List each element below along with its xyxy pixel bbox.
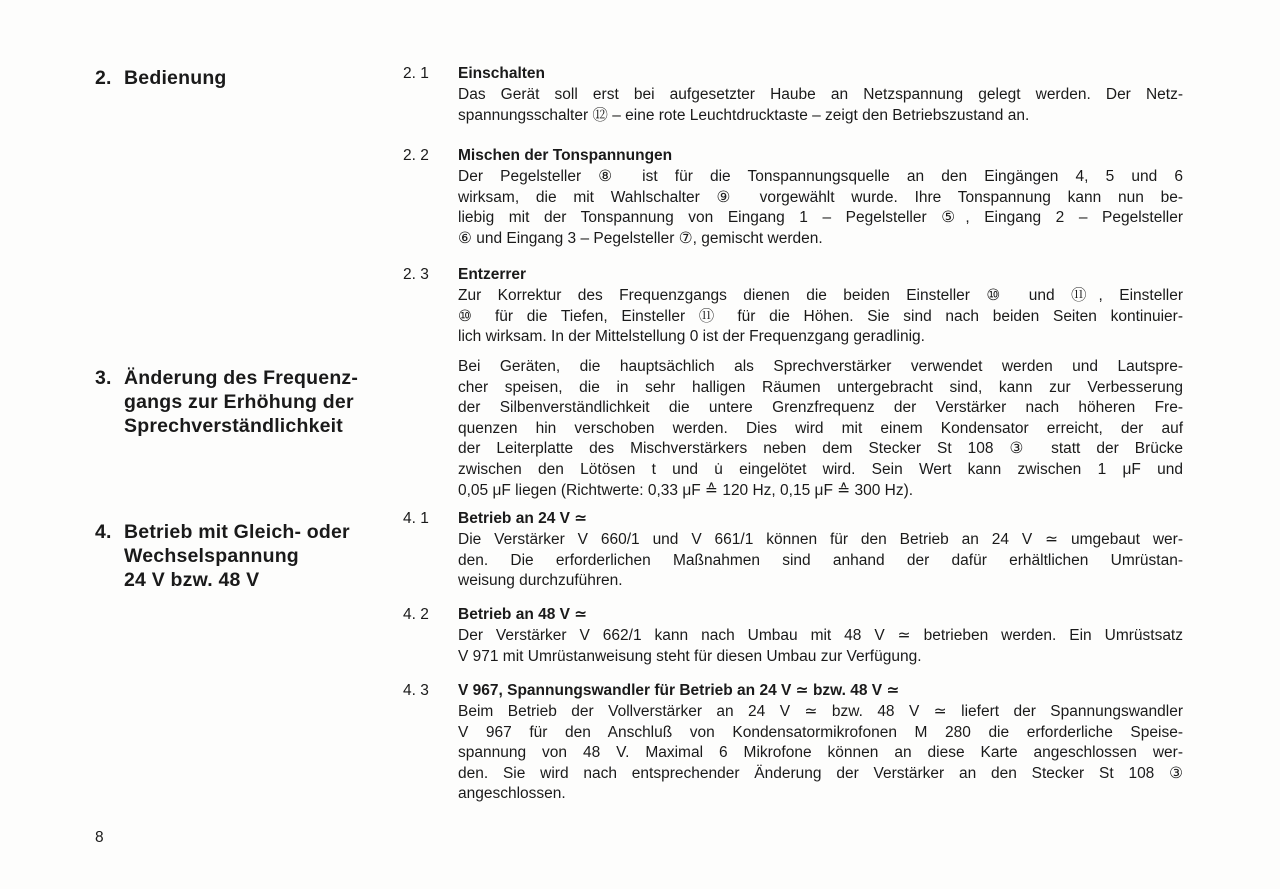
text-line: V 967 für den Anschluß von Kondensatormikrofonen M 280 die erforderliche Speise- [458,723,1183,741]
text-line: Änderung des Frequenz- [124,367,359,389]
text-line: 24 V bzw. 48 V [124,569,260,591]
section-number: 4. 1 [403,510,429,527]
section-body [458,626,1183,667]
text-line: quenzen hin verschoben werden. Dies wird mit einem Kondensator erreicht, der auf [458,419,1183,437]
section-2-2 [403,145,1183,249]
text-line: gangs zur Erhöhung der [124,391,354,413]
section-body [458,357,1183,501]
section-heading: Entzerrer [458,266,527,283]
chapter-number: 4. [95,521,112,543]
chapter-heading-betrieb [95,520,350,592]
section-number [403,357,458,501]
chapter-number: 2. [95,67,112,89]
text-line: spannung von 48 V. Maximal 6 Mikrofone können an diese Karte angeschlossen wer- [458,744,1183,762]
text-line: ⑥ und Eingang 3 – Pegelsteller ⑦, gemischt werden. [458,229,823,247]
section-number: 4. 2 [403,606,429,623]
section-2-1 [403,63,1183,126]
section-content [458,604,1183,667]
text-line: spannungsschalter ⑫ – eine rote Leuchtdrucktaste – zeigt den Betriebszustand an. [458,106,1030,124]
text-line: Beim Betrieb der Vollverstärker an 24 V ≃ bzw. 48 V ≃ liefert der Spannungswandler [458,703,1183,720]
text-line: Das Gerät soll erst bei aufgesetzter Haube an Netzspannung gelegt werden. Der Netz- [458,86,1183,103]
section-content [458,63,1183,126]
section-body [458,85,1183,126]
chapter-title [124,520,350,592]
text-line: der Leiterplatte des Mischverstärkers neben dem Stecker St 108 ③ statt der Brücke [458,440,1183,458]
chapter-heading-frequenzgang [95,366,358,438]
text-line: weisung durchzuführen. [458,572,623,590]
section-content [458,680,1183,805]
text-line: lich wirksam. In der Mittelstellung 0 ist der Frequenzgang geradlinig. [458,328,925,346]
chapter-title [124,66,227,90]
text-line: Bedienung [124,67,227,89]
section-4-2 [403,604,1183,667]
section-number: 2. 3 [403,266,429,283]
section-number: 4. 3 [403,682,429,699]
text-line: der Silbenverständlichkeit die untere Grenzfrequenz der Verstärker nach höheren Fre- [458,399,1183,417]
text-line: Der Verstärker V 662/1 kann nach Umbau mit 48 V ≃ betrieben werden. Ein Umrüstsatz [458,627,1183,644]
section-4-1 [403,508,1183,592]
section-content [458,508,1183,592]
text-line: Zur Korrektur des Frequenzgangs dienen die beiden Einsteller ⑩ und ⑪, Einsteller [458,287,1183,304]
text-line: ⑩ für die Tiefen, Einsteller ⑪ für die Höhen. Sie sind nach beiden Seiten kontinuier- [458,307,1183,325]
section-body [458,702,1183,805]
text-line: Die Verstärker V 660/1 und V 661/1 können für den Betrieb an 24 V ≃ umgebaut wer- [458,531,1183,548]
text-line: Betrieb mit Gleich- oder [124,521,350,543]
section-content [458,264,1183,348]
text-line: Wechselspannung [124,545,299,567]
text-line: V 971 mit Umrüstanweisung steht für diesen Umbau zur Verfügung. [458,647,922,665]
text-line: den. Die erforderlichen Maßnahmen sind anhand der dafür erhältlichen Umrüstan- [458,551,1183,569]
section-body [458,286,1183,348]
text-line: Der Pegelsteller ⑧ ist für die Tonspannungsquelle an den Eingängen 4, 5 und 6 [458,168,1183,185]
section-4-3 [403,680,1183,805]
section-2-3 [403,264,1183,348]
page-number: 8 [95,829,104,846]
text-line: liebig mit der Tonspannung von Eingang 1 – Pegelsteller ⑤, Eingang 2 – Pegelsteller [458,209,1183,227]
section-content [458,145,1183,249]
text-line: zwischen den Lötösen t und u̇ eingelötet wird. Sein Wert kann zwischen 1 μF und [458,460,1183,478]
text-line: wirksam, die mit Wahlschalter ⑨ vorgewählt wurde. Ihre Tonspannung kann nun be- [458,188,1183,206]
section-heading: Mischen der Tonspannungen [458,147,673,164]
text-line: den. Sie wird nach entsprechender Änderung der Verstärker an den Stecker St 108 ③ [458,764,1183,782]
section-heading: Einschalten [458,65,545,82]
chapter-heading-bedienung [95,66,227,90]
section-3-paragraph [403,357,1183,501]
section-heading: Betrieb an 48 V ≃ [458,606,588,623]
chapter-number: 3. [95,367,112,389]
text-line: 0,05 μF liegen (Richtwerte: 0,33 μF ≙ 120 Hz, 0,15 μF ≙ 300 Hz). [458,481,914,499]
text-line: cher speisen, die in sehr halligen Räumen untergebracht sind, kann zur Verbesserung [458,378,1183,396]
text-line: angeschlossen. [458,785,566,803]
chapter-title [124,366,358,438]
section-body [458,530,1183,592]
section-heading: V 967, Spannungswandler für Betrieb an 24 V ≃ bzw. 48 V ≃ [458,682,900,699]
section-content [458,357,1183,501]
section-heading: Betrieb an 24 V ≃ [458,510,588,527]
section-body [458,167,1183,249]
section-number: 2. 1 [403,65,429,82]
text-line: Bei Geräten, die hauptsächlich als Sprechverstärker verwendet werden und Lautspre- [458,358,1183,375]
section-number: 2. 2 [403,147,429,164]
text-line: Sprechverständlichkeit [124,415,343,437]
